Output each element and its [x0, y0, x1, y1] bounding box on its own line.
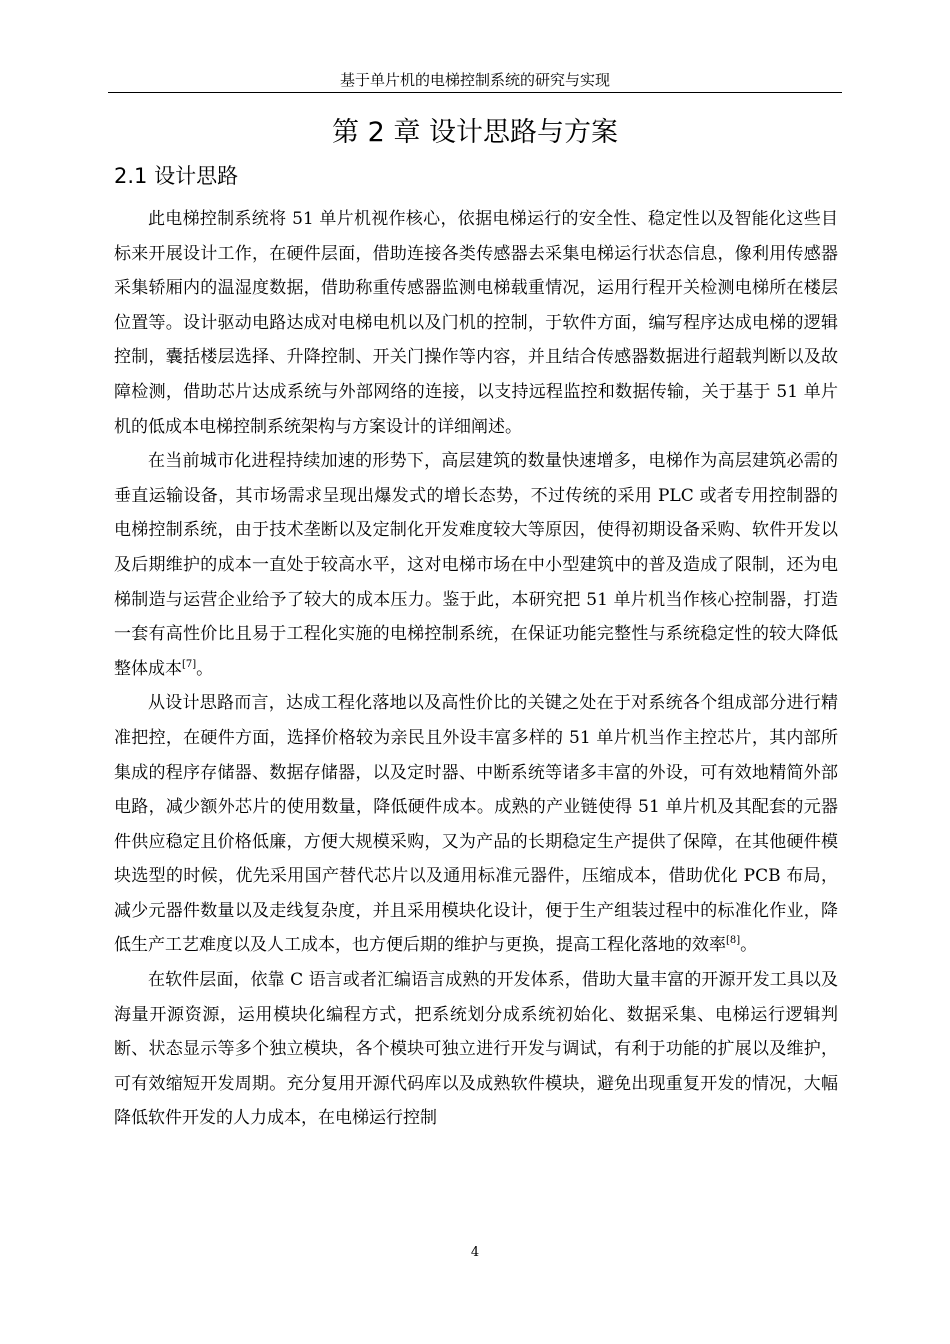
paragraph — [114, 686, 838, 963]
paragraph-text: 在软件层面，依靠 C 语言或者汇编语言成熟的开发体系，借助大量丰富的开源开发工具以及海量开源资源，运用模块化编程方式，把系统划分成系统初始化、数据采集、电梯运行逻辑判断、状态显示等多个独立模块，各个模块可独立进行开发与调试，有利于功能的扩展以及维护，可有效缩短开发周期。充分复用开源代码库以及成熟软件模块，避免出现重复开发的情况，大幅降低软件开发的人力成本，在电梯运行控制 — [114, 970, 838, 1129]
paragraph-text: 从设计思路而言，达成工程化落地以及高性价比的关键之处在于对系统各个组成部分进行精准把控，在硬件方面，选择价格较为亲民且外设丰富多样的 51 单片机当作主控芯片，其内部所集成的程序存储器、数据存储器，以及定时器、中断系统等诸多丰富的外设，可有效地精简外部电路，减少额外芯片的使用数量，降低硬件成本。成熟的产业链使得 51 单片机及其配套的元器件供应稳定且价格低廉，方便大规模采购，又为产品的长期稳定生产提供了保障，在其他硬件模块选型的时候，优先采用国产替代芯片以及通用标准元器件，压缩成本，借助优化 PCB 布局，减少元器件数量以及走线复杂度，并且采用模块化设计，便于生产组装过程中的标准化作业，降低生产工艺难度以及人工成本，也方便后期的维护与更换，提高工程化落地的效率 — [114, 693, 838, 956]
paragraph-tail: 。 — [740, 935, 758, 956]
running-header: 基于单片机的电梯控制系统的研究与实现 — [339, 71, 610, 89]
paragraph — [114, 202, 838, 444]
header-rule — [108, 92, 842, 93]
paragraph — [114, 444, 838, 686]
body-text — [114, 202, 838, 1136]
citation: [7] — [182, 658, 197, 670]
citation: [8] — [726, 935, 741, 947]
paragraph-tail: 。 — [196, 658, 214, 679]
paragraph-text: 在当前城市化进程持续加速的形势下，高层建筑的数量快速增多，电梯作为高层建筑必需的垂直运输设备，其市场需求呈现出爆发式的增长态势，不过传统的采用 PLC 或者专用控制器的电梯控制系统，由于技术垄断以及定制化开发难度较大等原因，使得初期设备采购、软件开发以及后期维护的成本一直处于较高水平，这对电梯市场在中小型建筑中的普及造成了限制，还为电梯制造与运营企业给予了较大的成本压力。鉴于此，本研究把 51 单片机当作核心控制器，打造一套有高性价比且易于工程化实施的电梯控制系统，在保证功能完整性与系统稳定性的较大降低整体成本 — [114, 451, 838, 679]
chapter-title: 第 2 章 设计思路与方案 — [332, 117, 618, 148]
paragraph-text: 此电梯控制系统将 51 单片机视作核心，依据电梯运行的安全性、稳定性以及智能化这些目标来开展设计工作，在硬件层面，借助连接各类传感器去采集电梯运行状态信息，像利用传感器采集轿厢内的温湿度数据，借助称重传感器监测电梯载重情况，运用行程开关检测电梯所在楼层位置等。设计驱动电路达成对电梯电机以及门机的控制，于软件方面，编写程序达成电梯的逻辑控制，囊括楼层选择、升降控制、开关门操作等内容，并且结合传感器数据进行超载判断以及故障检测，借助芯片达成系统与外部网络的连接，以支持远程监控和数据传输，关于基于 51 单片机的低成本电梯控制系统架构与方案设计的详细阐述。 — [114, 209, 838, 437]
page-number: 4 — [470, 1245, 480, 1260]
paragraph — [114, 963, 838, 1136]
section-title: 2.1 设计思路 — [114, 164, 239, 188]
